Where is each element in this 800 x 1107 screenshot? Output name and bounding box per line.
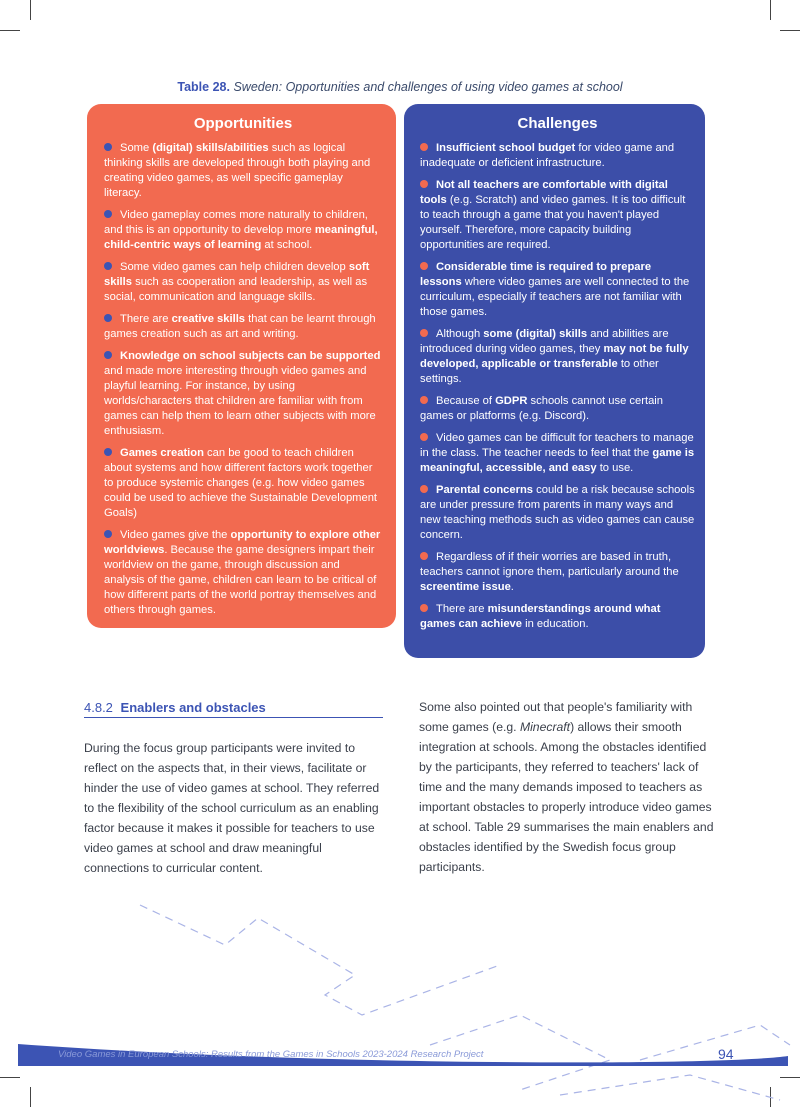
text-run: Video gameplay comes more naturally to children, and this is an opportunity to develop more — [104, 209, 368, 236]
text-run: Regardless of if their worries are based in truth, teachers cannot ignore them, particularly around the — [420, 551, 679, 578]
text-run: could be a risk because schools are under pressure from parents in many ways and new teaching methods such as video games can cause concern. — [420, 484, 695, 541]
text-run: Some also pointed out that people's familiarity with some games (e.g. — [419, 700, 693, 734]
footer-title: Video Games in European Schools: Results from the Games in Schools 2023-2024 Research Project — [58, 1049, 484, 1060]
challenges-title: Challenges — [517, 115, 598, 132]
text-run: such as cooperation and leadership, as well as social, communication and language skills. — [104, 276, 368, 303]
text-run: . — [510, 581, 514, 593]
bold-text: GDPR — [495, 395, 528, 407]
text-run: can be good to teach children about systems and how different factors work together to produce systemic changes (e.g. how video games could be used to achieve the Sustainable Development Goals) — [104, 447, 378, 519]
text-run: such as logical thinking skills are developed through both playing and creating video games, as well specific gameplay literacy. — [104, 142, 371, 199]
section-title: Enablers and obstacles — [120, 700, 266, 715]
text-run: in education. — [522, 618, 589, 630]
bold-text: Parental concerns — [436, 484, 534, 496]
bold-text: may not be fully developed, applicable or transferable — [420, 343, 689, 370]
text-run: at school. — [261, 239, 313, 251]
bold-text: misunderstandings around what games can achieve — [420, 603, 661, 630]
text-run: Some — [120, 142, 153, 154]
text-run: to other settings. — [420, 358, 659, 385]
text-run: ) allows their smooth integration at schools. Among the obstacles identified by the participants, they referred to teachers' lack of time and the many demands imposed to teachers as important obstacles to properly introduce video games at school. Table 29 summarises the main enablers and obstacles identified by the Swedish focus group participants. — [419, 720, 714, 874]
bold-text: Games creation — [120, 447, 204, 459]
text-run: Video games give the — [120, 529, 231, 541]
page-number: 94 — [718, 1046, 734, 1062]
bold-text: game is meaningful, accessible, and easy — [420, 447, 695, 474]
bold-text: creative skills — [171, 313, 246, 325]
opportunities-title: Opportunities — [193, 115, 293, 132]
text-run: where video games are well connected to the curriculum, especially if teachers are not familiar with those games. — [420, 276, 690, 318]
text-run: (e.g. Scratch) and video games. It is too difficult to teach through a game that you haven't played yourself. Therefore, more capacity building opportunities are required. — [420, 194, 686, 251]
bold-text: meaningful, child-centric ways of learning — [104, 224, 378, 251]
text-run: that can be learnt through games creation such as art and writing. — [104, 313, 376, 340]
text-run: During the focus group participants were invited to reflect on the aspects that, in their views, facilitate or hinder the use of video games at school. They referred to the flexibility of the school curriculum as an enabling factor because it makes it possible for teachers to use video games at school and draw meaningful connections to curricular content. — [84, 741, 380, 875]
text-run: schools cannot use certain games or platforms (e.g. Discord). — [420, 395, 663, 422]
bold-text: Not all teachers are comfortable with digital tools — [420, 179, 668, 206]
bold-text: Considerable time is required to prepare lessons — [420, 261, 652, 288]
bold-text: screentime issue — [420, 581, 511, 593]
text-run: . Because the game designers impart their worldview on the game, through discussion and analysis of the game, children can learn to be critical of how different parts of the world portray themselves and others through games. — [104, 544, 377, 616]
bold-text: soft skills — [104, 261, 370, 288]
text-run: Video games can be difficult for teachers to manage in the class. The teacher needs to feel that the — [420, 432, 694, 459]
text-run: and abilities are introduced during video games, they — [420, 328, 669, 355]
bold-text: Knowledge on school subjects can be supported — [120, 350, 381, 362]
table-caption-label: Table 28. — [177, 80, 230, 94]
text-run: for video game and inadequate or deficient infrastructure. — [420, 142, 675, 169]
text-run: Some video games can help children develop — [120, 261, 349, 273]
bold-text: some (digital) skills — [483, 328, 588, 340]
text-run: to use. — [596, 462, 634, 474]
text-run: There are — [436, 603, 488, 615]
bold-text: (digital) skills/abilities — [152, 142, 269, 154]
section-number: 4.8.2 — [84, 700, 113, 715]
table-caption-text: Sweden: Opportunities and challenges of using video games at school — [233, 80, 623, 94]
text-run: Because of — [436, 395, 496, 407]
text-run: Although — [436, 328, 484, 340]
text-run: and made more interesting through video games and playful learning. For instance, by using worlds/characters that children are familiar with from games can help them to learn other subjects with more enthusiasm. — [104, 365, 376, 437]
italic-text: Minecraft — [519, 720, 571, 734]
bold-text: Insufficient school budget — [436, 142, 576, 154]
bold-text: opportunity to explore other worldviews — [104, 529, 381, 556]
text-run: There are — [120, 313, 172, 325]
